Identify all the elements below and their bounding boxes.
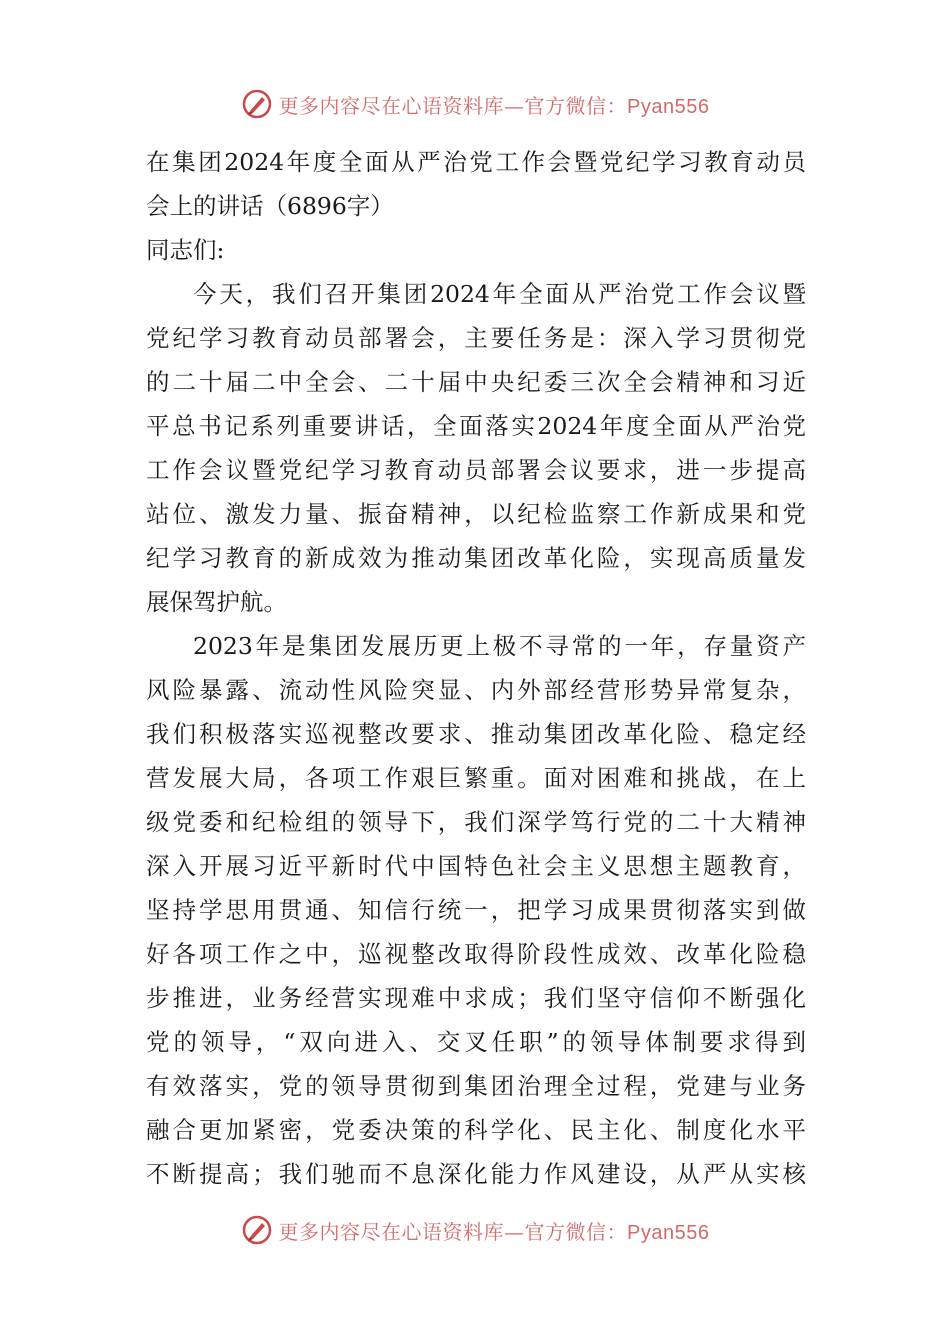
document-title-line-1: 在集团2024年度全面从严治党工作会暨党纪学习教育动员 (146, 148, 806, 176)
paragraph-line: 党纪学习教育动员部署会，主要任务是：深入学习贯彻党 (146, 324, 806, 352)
paragraph-line: 今天，我们召开集团2024年全面从严治党工作会议暨 (193, 280, 806, 308)
paragraph-line: 营发展大局，各项工作艰巨繁重。面对困难和挑战，在上 (146, 764, 806, 792)
salutation: 同志们: (146, 236, 225, 264)
watermark-footer (0, 1210, 950, 1250)
document-body (146, 140, 806, 1196)
paragraph-line: 风险暴露、流动性风险突显、内外部经营形势异常复杂， (146, 676, 806, 704)
paragraph-line: 站位、激发力量、振奋精神，以纪检监察工作新成果和党 (146, 500, 806, 528)
paragraph-line: 好各项工作之中，巡视整改取得阶段性成效、改革化险稳 (146, 940, 806, 968)
paragraph-line: 不断提高；我们驰而不息深化能力作风建设，从严从实核 (146, 1160, 806, 1188)
pen-logo-icon (241, 1214, 273, 1246)
paragraph-line: 纪学习教育的新成效为推动集团改革化险，实现高质量发 (146, 544, 806, 572)
paragraph-line: 党的领导，“双向进入、交叉任职”的领导体制要求得到 (146, 1028, 806, 1056)
paragraph-line: 步推进，业务经营实现难中求成；我们坚守信仰不断强化 (146, 984, 806, 1012)
paragraph-line: 2023年是集团发展历更上极不寻常的一年，存量资产 (193, 632, 806, 660)
document-title-line-2: 会上的讲话（6896字） (146, 192, 394, 220)
paragraph-line: 的二十届二中全会、二十届中央纪委三次全会精神和习近 (146, 368, 806, 396)
pen-logo-icon (241, 88, 273, 120)
watermark-text: 更多内容尽在心语资料库—官方微信：Pyan556 (278, 1219, 710, 1244)
paragraph-line: 平总书记系列重要讲话，全面落实2024年度全面从严治党 (146, 412, 806, 440)
paragraph-line: 融合更加紧密，党委决策的科学化、民主化、制度化水平 (146, 1116, 806, 1144)
paragraph-line: 有效落实，党的领导贯彻到集团治理全过程，党建与业务 (146, 1072, 806, 1100)
paragraph-line: 我们积极落实巡视整改要求、推动集团改革化险、稳定经 (146, 720, 806, 748)
watermark-header (0, 84, 950, 124)
paragraph-1 (146, 272, 806, 624)
paragraph-line: 展保驾护航。 (146, 588, 287, 616)
paragraph-line: 坚持学思用贯通、知信行统一，把学习成果贯彻落实到做 (146, 896, 806, 924)
paragraph-line: 工作会议暨党纪学习教育动员部署会议要求，进一步提高 (146, 456, 806, 484)
paragraph-line: 深入开展习近平新时代中国特色社会主义思想主题教育， (146, 852, 806, 880)
paragraph-line: 级党委和纪检组的领导下，我们深学笃行党的二十大精神 (146, 808, 806, 836)
watermark-text: 更多内容尽在心语资料库—官方微信：Pyan556 (278, 93, 710, 118)
paragraph-2 (146, 624, 806, 1196)
